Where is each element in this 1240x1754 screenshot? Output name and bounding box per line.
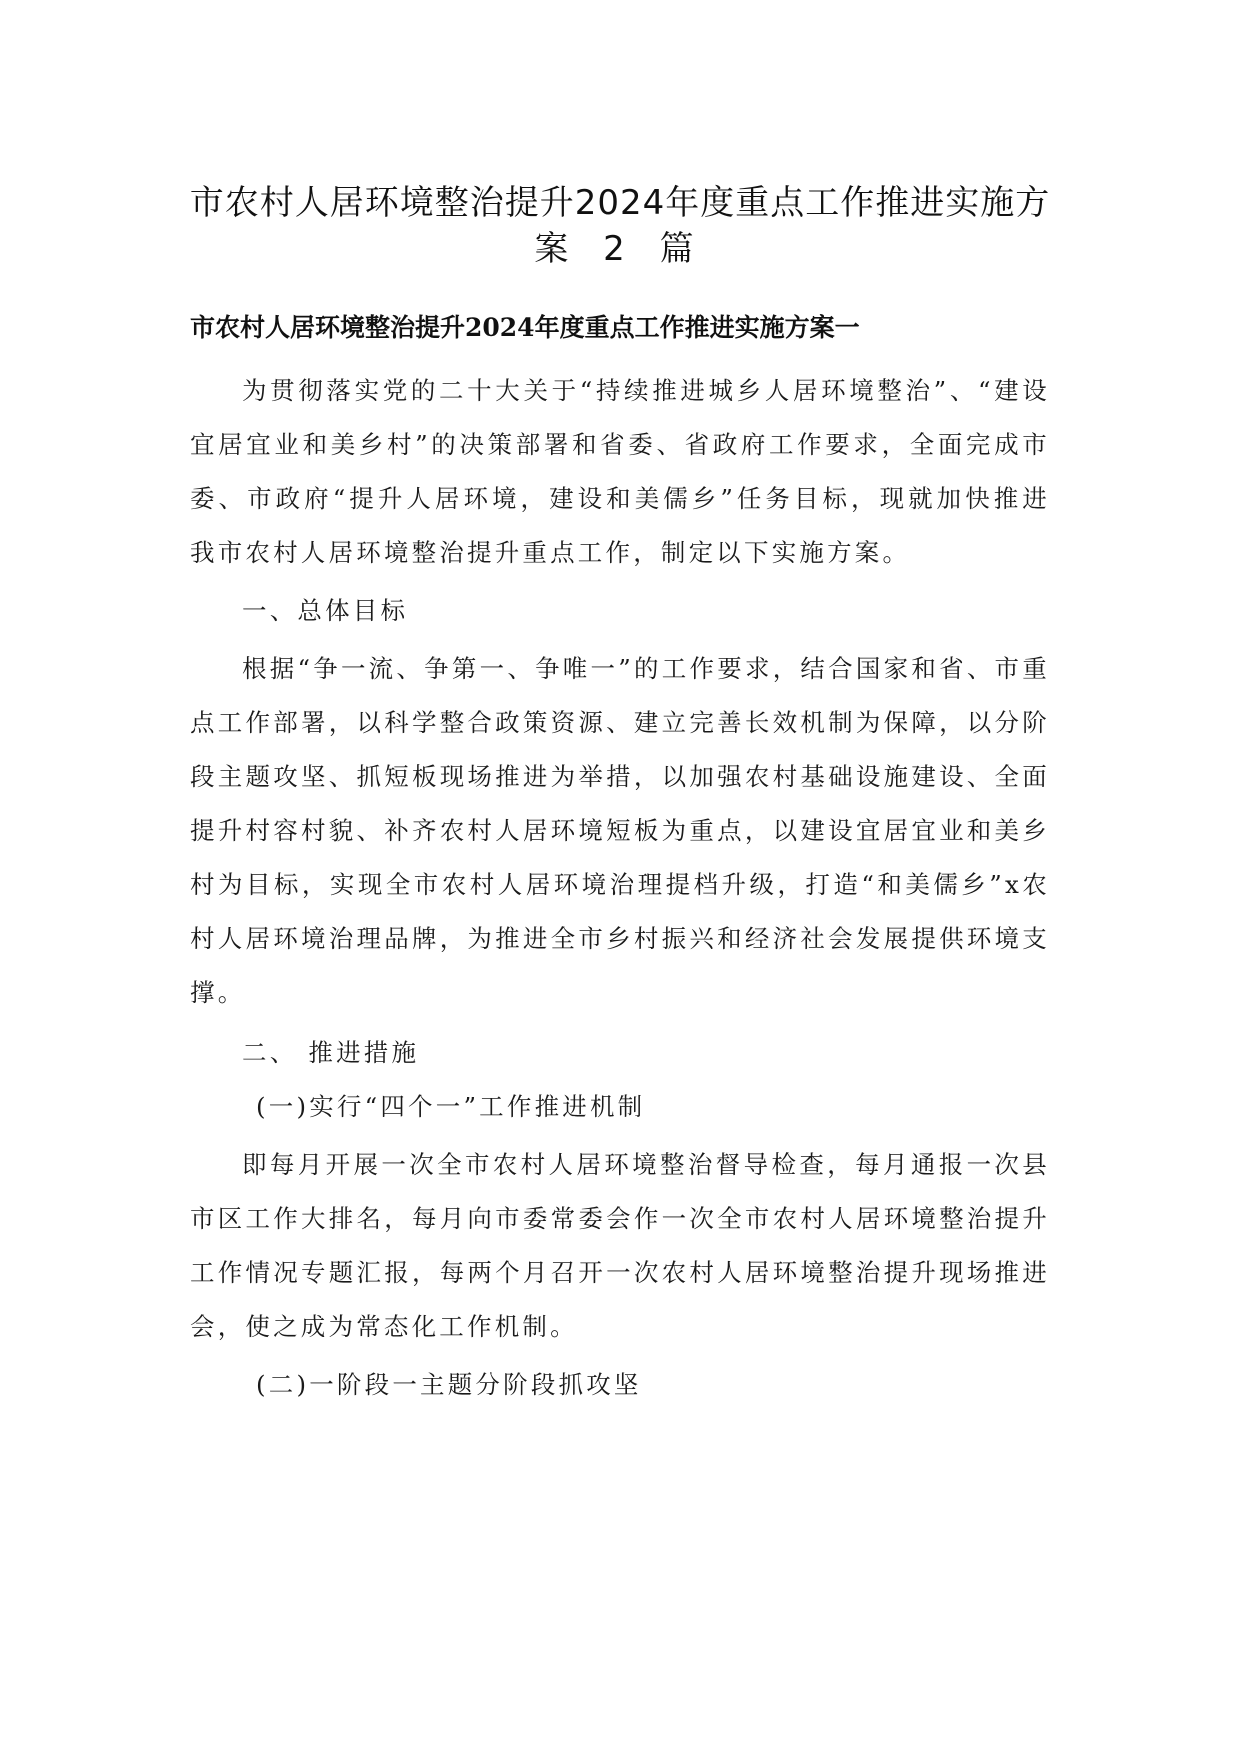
intro-paragraph: 为贯彻落实党的二十大关于“持续推进城乡人居环境整治”、“建设宜居宜业和美乡村”的决策部署和省委、省政府工作要求，全面完成市委、市政府“提升人居环境，建设和美儒乡”任务目标，现就加快推进我市农村人居环境整治提升重点工作，制定以下实施方案。 (190, 376, 1050, 567)
document-title-line1: 市农村人居环境整治提升2024年度重点工作推进实施方 (189, 183, 1051, 223)
heading-overall-goal: 一、总体目标 (242, 596, 409, 625)
document-title (190, 180, 1050, 272)
section-heading: 市农村人居环境整治提升2024年度重点工作推进实施方案一 (190, 313, 860, 342)
heading-measures: 二、 推进措施 (242, 1038, 420, 1067)
subheading-mechanism: (一)实行“四个一”工作推进机制 (256, 1092, 646, 1121)
mechanism-paragraph: 即每月开展一次全市农村人居环境整治督导检查，每月通报一次县市区工作大排名，每月向市委常委会作一次全市农村人居环境整治提升工作情况专题汇报，每两个月召开一次农村人居环境整治提升现场推进会，使之成为常态化工作机制。 (190, 1150, 1050, 1341)
document-content (190, 180, 1050, 1412)
document-title-line2: 案 2 篇 (534, 229, 706, 269)
overall-goal-paragraph: 根据“争一流、争第一、争唯一”的工作要求，结合国家和省、市重点工作部署，以科学整合政策资源、建立完善长效机制为保障，以分阶段主题攻坚、抓短板现场推进为举措，以加强农村基础设施建设、全面提升村容村貌、补齐农村人居环境短板为重点，以建设宜居宜业和美乡村为目标，实现全市农村人居环境治理提档升级，打造“和美儒乡”x农村人居环境治理品牌，为推进全市乡村振兴和经济社会发展提供环境支撑。 (190, 654, 1050, 1007)
subheading-stages: (二)一阶段一主题分阶段抓攻坚 (256, 1370, 642, 1399)
